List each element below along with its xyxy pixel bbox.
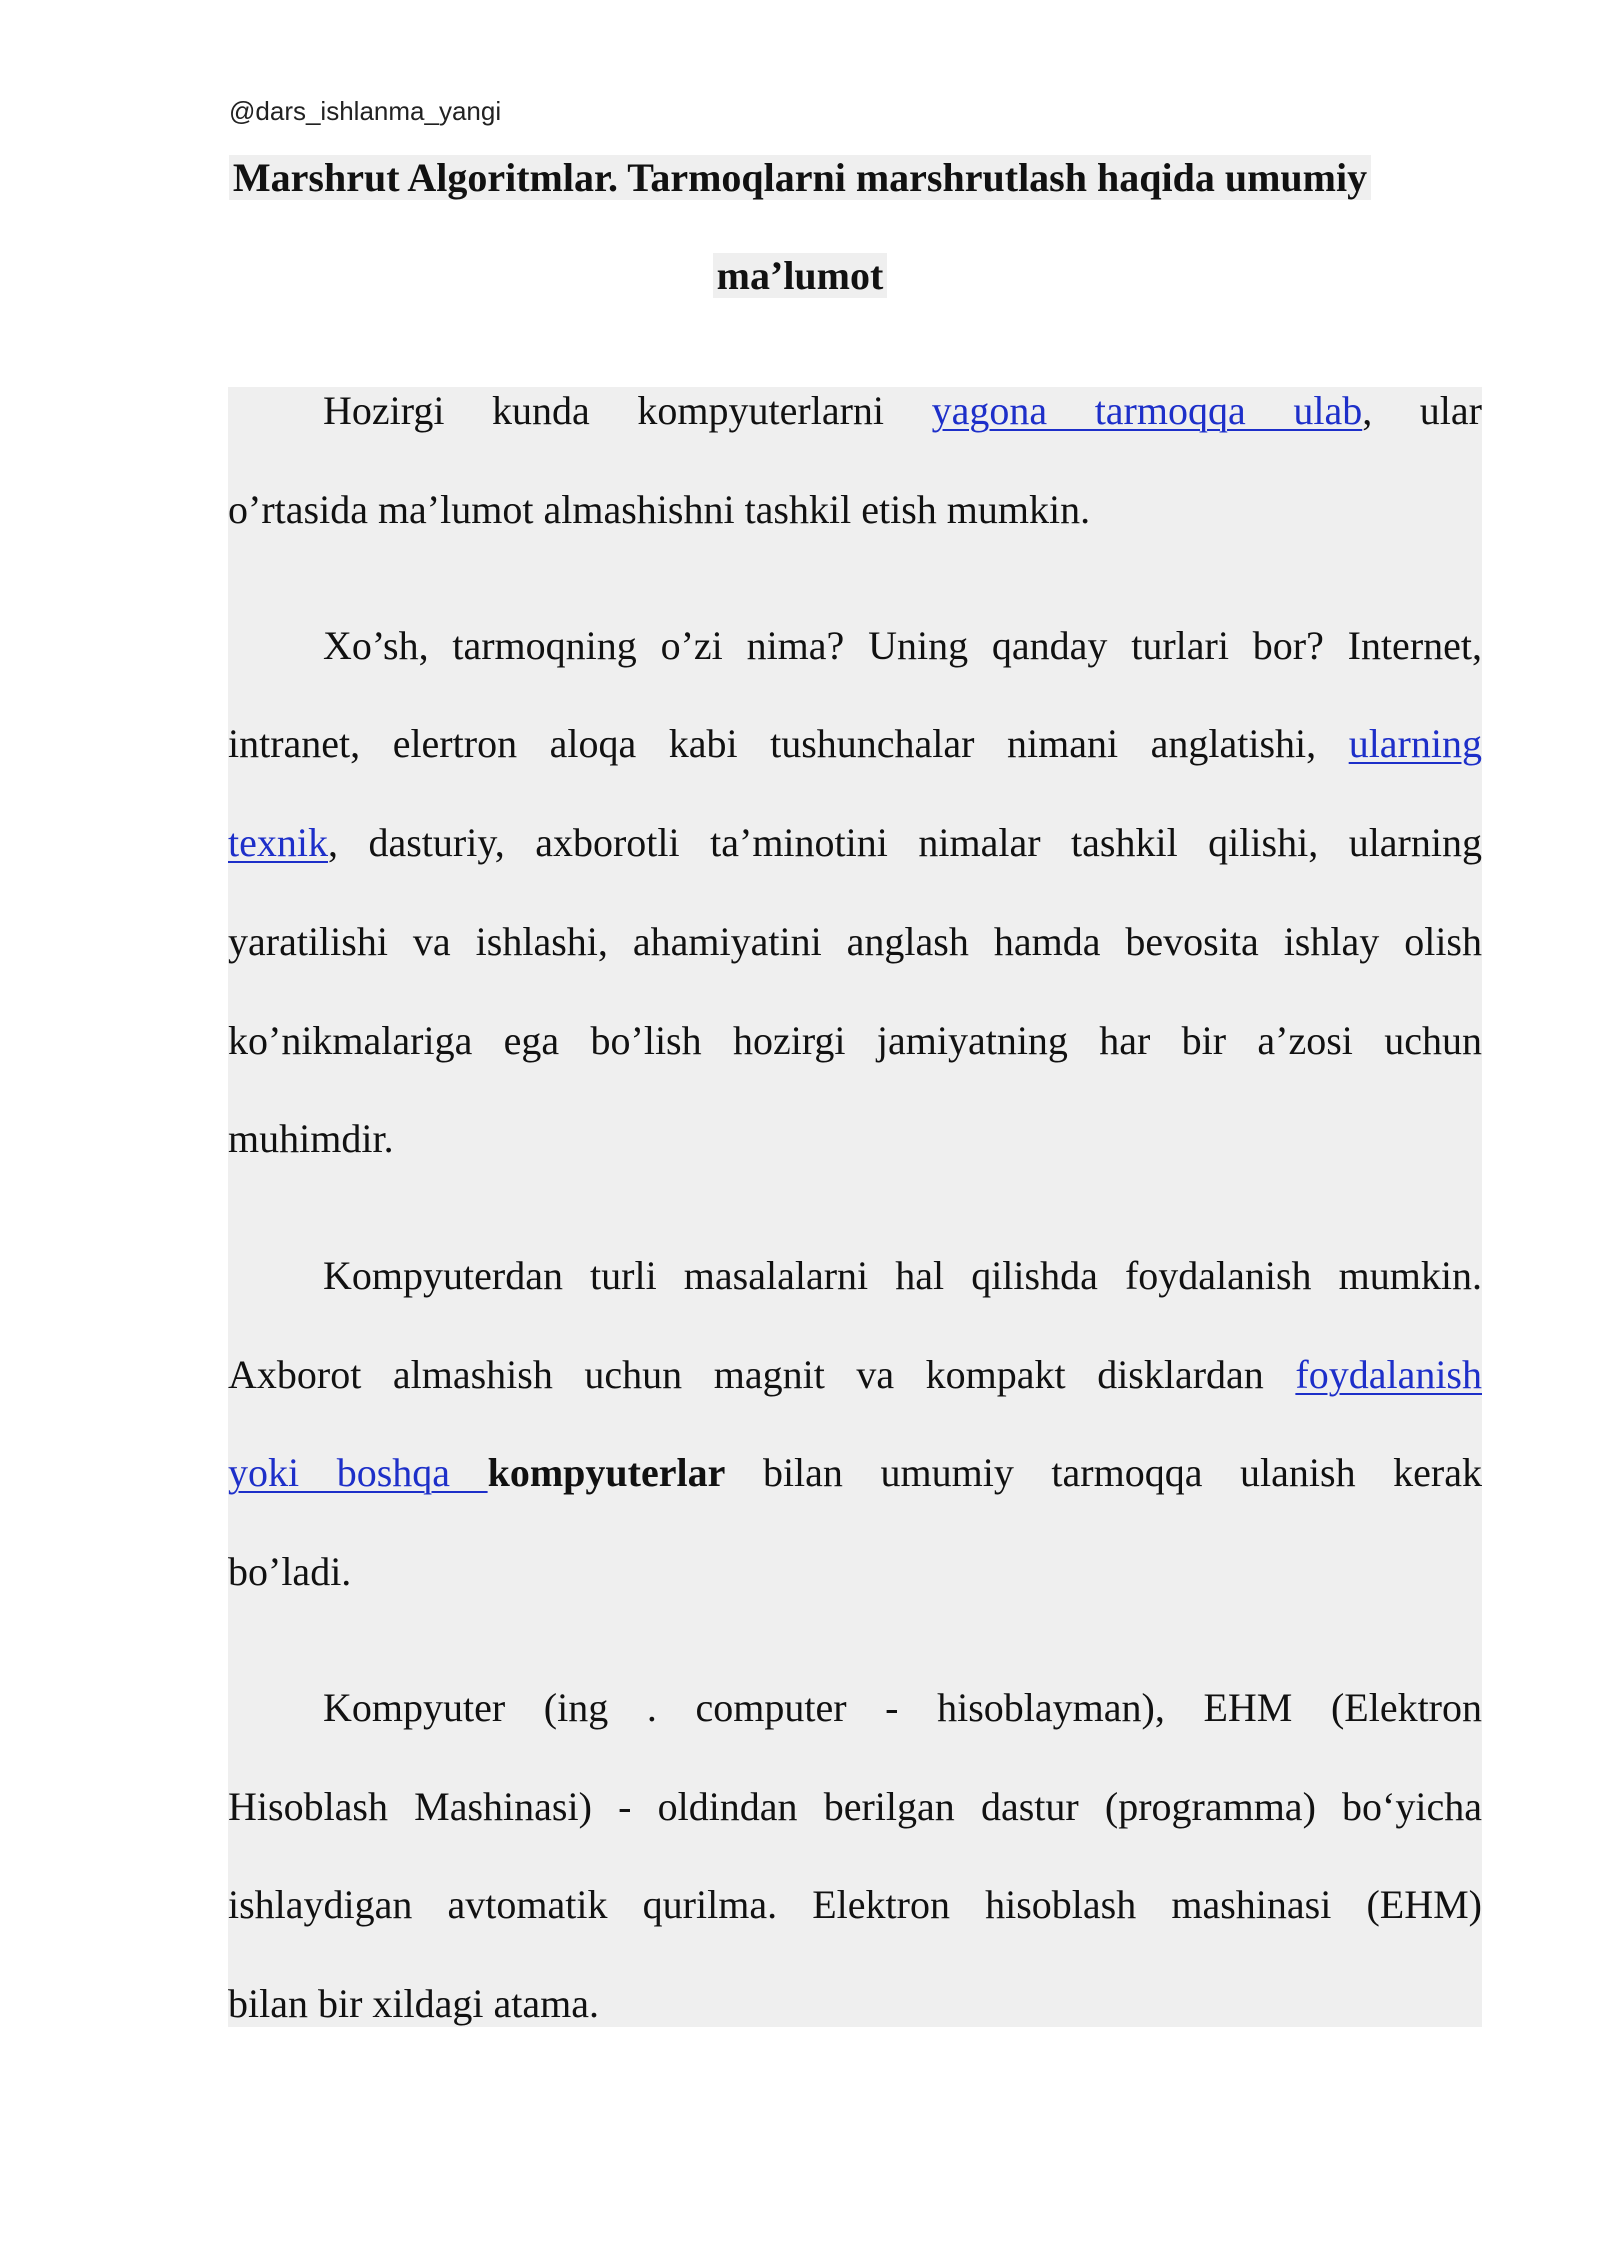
text-run: Axborot almashish uchun magnit va kompakt disklardan	[228, 1352, 1296, 1397]
paragraph-line: Kompyuterdan turli masalalarni hal qilishda foydalanish mumkin.	[323, 1253, 1482, 1298]
paragraph-line	[228, 1447, 1482, 1499]
page-title-text-1: Marshrut Algoritmlar. Tarmoqlarni marshrutlash haqida umumiy	[229, 155, 1371, 200]
paragraph-line: Kompyuter (ing . computer - hisoblayman), EHM (Elektron	[323, 1685, 1482, 1730]
paragraph-line: bilan bir xildagi atama.	[228, 1981, 599, 2026]
paragraph-line: ishlaydigan avtomatik qurilma. Elektron hisoblash mashinasi (EHM)	[228, 1882, 1482, 1927]
link-ularning[interactable]: ularning	[1348, 721, 1482, 766]
paragraph-line: Xo’sh, tarmoqning o’zi nima? Uning qanday turlari bor? Internet,	[323, 623, 1482, 668]
channel-handle: @dars_ishlanma_yangi	[229, 96, 502, 126]
link-yagona-tarmoqqa-ulab[interactable]: yagona tarmoqqa ulab	[931, 388, 1363, 433]
link-yoki-boshqa[interactable]: yoki boshqa	[228, 1450, 488, 1495]
paragraph-line: bo’ladi.	[228, 1549, 352, 1594]
link-texnik[interactable]: texnik	[228, 820, 328, 865]
text-run: Hozirgi kunda kompyuterlarni	[323, 388, 932, 433]
page-title-line-2	[0, 250, 1600, 302]
paragraph-line: yaratilishi va ishlashi, ahamiyatini anglash hamda bevosita ishlay olish	[228, 919, 1482, 964]
page-title-line-1	[0, 152, 1600, 204]
paragraph-line	[228, 1349, 1482, 1401]
text-run: , ular	[1362, 388, 1482, 433]
paragraph-line: o’rtasida ma’lumot almashishni tashkil etish mumkin.	[228, 487, 1091, 532]
paragraph-line: ko’nikmalariga ega bo’lish hozirgi jamiyatning har bir a’zosi uchun	[228, 1018, 1482, 1063]
paragraph-line	[228, 385, 1482, 437]
text-run: bilan umumiy tarmoqqa ulanish kerak	[725, 1450, 1482, 1495]
link-foydalanish[interactable]: foydalanish	[1295, 1352, 1482, 1397]
paragraph-line	[228, 817, 1482, 869]
text-run: intranet, elertron aloqa kabi tushunchalar nimani anglatishi,	[228, 721, 1349, 766]
paragraph-line: muhimdir.	[228, 1116, 394, 1161]
text-run: , dasturiy, axborotli ta’minotini nimalar tashkil qilishi, ularning	[327, 820, 1482, 865]
paragraph-line	[228, 718, 1482, 770]
page-title-text-2: ma’lumot	[713, 253, 888, 298]
bold-term-kompyuterlar: kompyuterlar	[487, 1450, 726, 1495]
paragraph-line: Hisoblash Mashinasi) - oldindan berilgan dastur (programma) bo‘yicha	[228, 1784, 1482, 1829]
